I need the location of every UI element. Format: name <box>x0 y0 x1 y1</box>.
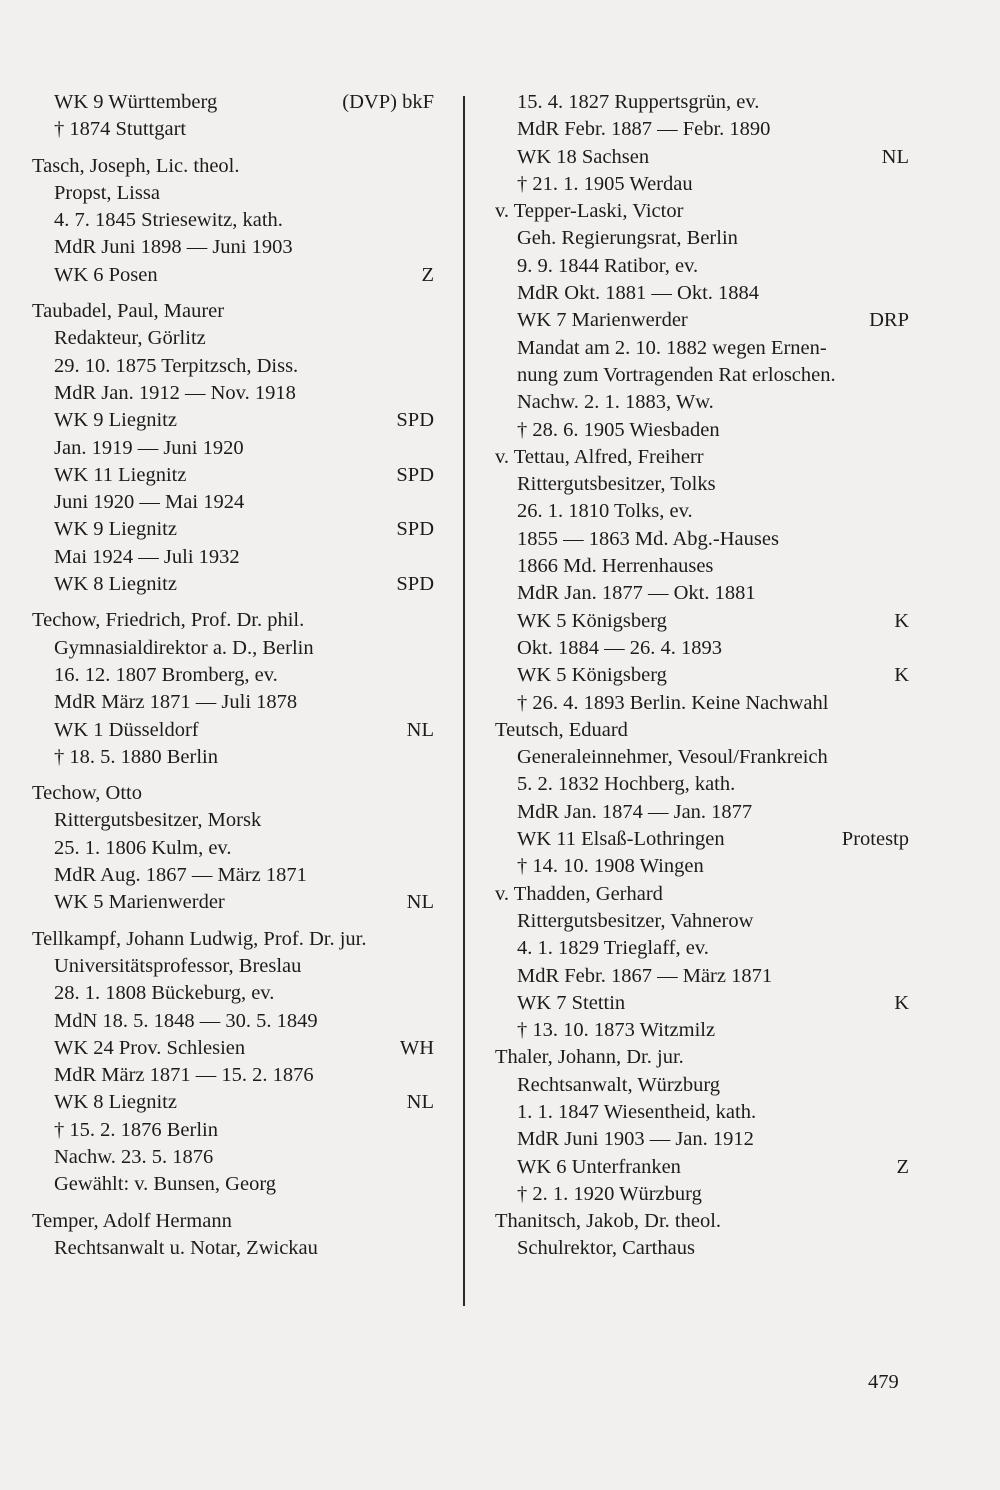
party-tag: SPD <box>396 573 434 596</box>
line-text: † 18. 5. 1880 Berlin <box>54 745 218 768</box>
line-text: Redakteur, Görlitz <box>54 327 206 350</box>
line-text: † 2. 1. 1920 Würzburg <box>517 1182 702 1205</box>
party-tag: DRP <box>869 309 909 332</box>
line-text: WK 6 Unterfranken <box>517 1155 681 1178</box>
entry-detail-line <box>32 262 434 289</box>
entry-detail-line <box>495 771 909 798</box>
page-number: 479 <box>868 1371 899 1393</box>
entry-detail-line <box>495 335 909 362</box>
entry-detail-line <box>32 889 434 916</box>
line-text: 29. 10. 1875 Terpitzsch, Diss. <box>54 354 299 377</box>
party-tag: WH <box>399 1036 434 1059</box>
line-text: MdN 18. 5. 1848 — 30. 5. 1849 <box>54 1009 318 1032</box>
entry-detail-line <box>495 690 909 717</box>
entry-detail-line <box>32 1008 434 1035</box>
line-text: 4. 7. 1845 Striesewitz, kath. <box>54 209 283 232</box>
entry-detail-line <box>32 862 434 889</box>
party-tag: NL <box>406 1091 434 1114</box>
entry-name-line <box>32 153 434 180</box>
line-text: Nachw. 2. 1. 1883, Ww. <box>517 391 714 414</box>
party-tag: Protestp <box>841 828 909 851</box>
entry-name-line <box>495 1044 909 1071</box>
entry-detail-line <box>32 234 434 261</box>
entry-detail-line <box>495 225 909 252</box>
entry-detail-line <box>495 280 909 307</box>
entry-detail-line <box>32 1035 434 1062</box>
line-text: WK 7 Stettin <box>517 991 626 1014</box>
line-text: Rittergutsbesitzer, Morsk <box>54 809 262 832</box>
entry-detail-line <box>495 1072 909 1099</box>
entry-detail-line <box>495 744 909 771</box>
line-text: WK 11 Liegnitz <box>54 463 187 486</box>
entry-detail-line <box>32 380 434 407</box>
party-tag: SPD <box>396 409 434 432</box>
line-text: 28. 1. 1808 Bückeburg, ev. <box>54 982 275 1005</box>
entry-name-line <box>32 607 434 634</box>
line-text: WK 5 Königsberg <box>517 664 667 687</box>
party-tag: K <box>894 664 909 687</box>
line-text: Tellkampf, Johann Ludwig, Prof. Dr. jur. <box>32 927 367 950</box>
line-text: † 15. 2. 1876 Berlin <box>54 1118 218 1141</box>
entry-detail-line <box>32 89 434 116</box>
entry-detail-line <box>32 980 434 1007</box>
entry-detail-line <box>495 144 909 171</box>
line-text: 25. 1. 1806 Kulm, ev. <box>54 836 232 859</box>
entry-detail-line <box>32 662 434 689</box>
line-text: † 28. 6. 1905 Wiesbaden <box>517 418 720 441</box>
entry-name-line <box>495 717 909 744</box>
column-divider <box>463 96 465 1306</box>
entry-detail-line <box>32 116 434 143</box>
line-text: v. Thadden, Gerhard <box>495 882 663 905</box>
entry-detail-line <box>495 1017 909 1044</box>
entry-detail-line <box>495 253 909 280</box>
line-text: 15. 4. 1827 Ruppertsgrün, ev. <box>517 91 760 113</box>
line-text: Teutsch, Eduard <box>495 718 628 741</box>
left-column <box>32 89 434 1262</box>
entry-detail-line <box>495 362 909 389</box>
line-text: † 13. 10. 1873 Witzmilz <box>517 1019 716 1042</box>
party-tag: K <box>894 991 909 1014</box>
entry-detail-line <box>495 1099 909 1126</box>
entry-name-line <box>32 926 434 953</box>
line-text: Tasch, Joseph, Lic. theol. <box>32 154 240 177</box>
entry-detail-line <box>32 1235 434 1262</box>
party-tag: Z <box>421 263 434 286</box>
line-text: Juni 1920 — Mai 1924 <box>54 491 245 514</box>
line-text: MdR Aug. 1867 — März 1871 <box>54 864 307 887</box>
entry-detail-line <box>32 544 434 571</box>
party-tag: NL <box>406 718 434 741</box>
line-text: Rittergutsbesitzer, Vahnerow <box>517 909 754 932</box>
line-text: WK 8 Liegnitz <box>54 573 177 596</box>
entry-detail-line <box>495 1181 909 1208</box>
line-text: Thaler, Johann, Dr. jur. <box>495 1046 684 1069</box>
entry-detail-line <box>495 89 909 116</box>
entry-detail-line <box>495 116 909 143</box>
party-tag: SPD <box>396 518 434 541</box>
line-text: 5. 2. 1832 Hochberg, kath. <box>517 773 736 796</box>
entry-detail-line <box>495 471 909 498</box>
line-text: Jan. 1919 — Juni 1920 <box>54 436 244 459</box>
line-text: WK 6 Posen <box>54 263 158 286</box>
entry-detail-line <box>495 662 909 689</box>
line-text: WK 8 Liegnitz <box>54 1091 177 1114</box>
line-text: WK 24 Prov. Schlesien <box>54 1036 246 1059</box>
entry-detail-line <box>32 1117 434 1144</box>
line-text: Gymnasialdirektor a. D., Berlin <box>54 636 314 659</box>
line-text: Geh. Regierungsrat, Berlin <box>517 227 738 250</box>
line-text: v. Tettau, Alfred, Freiherr <box>495 445 704 468</box>
entry-detail-line <box>32 462 434 489</box>
entry-name-line <box>32 780 434 807</box>
entry-detail-line <box>495 1154 909 1181</box>
entry-detail-line <box>495 963 909 990</box>
line-text: WK 11 Elsaß-Lothringen <box>517 828 725 851</box>
line-text: MdR Febr. 1867 — März 1871 <box>517 964 773 987</box>
entry-detail-line <box>32 807 434 834</box>
line-text: Thanitsch, Jakob, Dr. theol. <box>495 1210 722 1233</box>
entry-name-line <box>32 298 434 325</box>
line-text: v. Tepper-Laski, Victor <box>495 200 684 223</box>
entry-name-line <box>495 444 909 471</box>
entry-detail-line <box>495 1126 909 1153</box>
line-text: Nachw. 23. 5. 1876 <box>54 1145 214 1168</box>
party-tag: Z <box>896 1155 909 1178</box>
line-text: WK 5 Königsberg <box>517 609 667 632</box>
entry-detail-line <box>495 608 909 635</box>
entry-detail-line <box>32 1062 434 1089</box>
line-text: Gewählt: v. Bunsen, Georg <box>54 1173 277 1196</box>
line-text: MdR Jan. 1877 — Okt. 1881 <box>517 582 756 605</box>
line-text: Rechtsanwalt u. Notar, Zwickau <box>54 1236 318 1259</box>
party-tag: NL <box>406 891 434 914</box>
entry-detail-line <box>32 835 434 862</box>
entry-detail-line <box>32 1089 434 1116</box>
entry-detail-line <box>32 571 434 598</box>
entry-detail-line <box>495 826 909 853</box>
line-text: WK 9 Liegnitz <box>54 518 177 541</box>
entry-detail-line <box>32 635 434 662</box>
entry-detail-line <box>495 580 909 607</box>
line-text: MdR Juni 1898 — Juni 1903 <box>54 236 293 259</box>
line-text: † 14. 10. 1908 Wingen <box>517 855 704 878</box>
entry-detail-line <box>32 407 434 434</box>
line-text: Techow, Friedrich, Prof. Dr. phil. <box>32 609 305 632</box>
entry-detail-line <box>32 516 434 543</box>
line-text: 1855 — 1863 Md. Abg.-Hauses <box>517 527 779 550</box>
entry-detail-line <box>32 353 434 380</box>
line-text: nung zum Vortragenden Rat erloschen. <box>517 363 836 386</box>
entry-detail-line <box>32 689 434 716</box>
line-text: WK 5 Marienwerder <box>54 891 225 914</box>
entry-detail-line <box>495 799 909 826</box>
line-text: Rittergutsbesitzer, Tolks <box>517 473 716 496</box>
line-text: Universitätsprofessor, Breslau <box>54 954 302 977</box>
line-text: Taubadel, Paul, Maurer <box>32 300 225 323</box>
line-text: 1. 1. 1847 Wiesentheid, kath. <box>517 1100 757 1123</box>
party-tag: K <box>894 609 909 632</box>
line-text: Okt. 1884 — 26. 4. 1893 <box>517 636 722 659</box>
line-text: 9. 9. 1844 Ratibor, ev. <box>517 254 699 277</box>
entry-detail-line <box>32 207 434 234</box>
line-text: MdR Febr. 1887 — Febr. 1890 <box>517 118 771 141</box>
entry-detail-line <box>495 389 909 416</box>
line-text: Mai 1924 — Juli 1932 <box>54 545 240 568</box>
entry-detail-line <box>495 553 909 580</box>
line-text: 1866 Md. Herrenhauses <box>517 555 714 578</box>
entry-detail-line <box>32 435 434 462</box>
entry-detail-line <box>32 744 434 771</box>
entry-name-line <box>495 881 909 908</box>
entry-detail-line <box>495 307 909 334</box>
entry-detail-line <box>495 1235 909 1262</box>
line-text: Rechtsanwalt, Würzburg <box>517 1073 721 1096</box>
entry-detail-line <box>32 953 434 980</box>
line-text: 16. 12. 1807 Bromberg, ev. <box>54 663 278 686</box>
entry-detail-line <box>32 717 434 744</box>
line-text: MdR März 1871 — 15. 2. 1876 <box>54 1064 314 1087</box>
line-text: 4. 1. 1829 Trieglaff, ev. <box>517 937 709 960</box>
entry-detail-line <box>495 498 909 525</box>
line-text: † 21. 1. 1905 Werdau <box>517 172 693 195</box>
right-column <box>495 89 909 1263</box>
line-text: MdR Okt. 1881 — Okt. 1884 <box>517 282 760 305</box>
party-tag: (DVP) bkF <box>342 91 434 113</box>
line-text: Generaleinnehmer, Vesoul/Frankreich <box>517 746 828 769</box>
party-tag: SPD <box>396 463 434 486</box>
line-text: WK 1 Düsseldorf <box>54 718 199 741</box>
entry-detail-line <box>495 853 909 880</box>
entry-detail-line <box>32 180 434 207</box>
entry-detail-line <box>495 171 909 198</box>
line-text: 26. 1. 1810 Tolks, ev. <box>517 500 693 523</box>
line-text: Schulrektor, Carthaus <box>517 1237 695 1260</box>
line-text: † 1874 Stuttgart <box>54 118 187 141</box>
entry-detail-line <box>495 526 909 553</box>
entry-detail-line <box>495 635 909 662</box>
entry-detail-line <box>495 990 909 1017</box>
entry-detail-line <box>495 935 909 962</box>
line-text: MdR Jan. 1912 — Nov. 1918 <box>54 381 296 404</box>
entry-detail-line <box>32 489 434 516</box>
line-text: † 26. 4. 1893 Berlin. Keine Nachwahl <box>517 691 829 714</box>
line-text: MdR Juni 1903 — Jan. 1912 <box>517 1128 754 1151</box>
entry-name-line <box>32 1208 434 1235</box>
line-text: MdR März 1871 — Juli 1878 <box>54 691 298 714</box>
party-tag: NL <box>881 145 909 168</box>
line-text: WK 7 Marienwerder <box>517 309 688 332</box>
entry-name-line <box>495 1208 909 1235</box>
entry-detail-line <box>495 417 909 444</box>
entry-detail-line <box>32 1171 434 1198</box>
entry-detail-line <box>32 1144 434 1171</box>
line-text: MdR Jan. 1874 — Jan. 1877 <box>517 800 753 823</box>
line-text: Propst, Lissa <box>54 181 160 204</box>
line-text: Mandat am 2. 10. 1882 wegen Ernen- <box>517 336 827 359</box>
line-text: Temper, Adolf Hermann <box>32 1209 232 1232</box>
line-text: WK 18 Sachsen <box>517 145 650 168</box>
entry-detail-line <box>32 325 434 352</box>
entry-name-line <box>495 198 909 225</box>
line-text: WK 9 Württemberg <box>54 91 218 113</box>
entry-detail-line <box>495 908 909 935</box>
line-text: WK 9 Liegnitz <box>54 409 177 432</box>
line-text: Techow, Otto <box>32 782 142 805</box>
